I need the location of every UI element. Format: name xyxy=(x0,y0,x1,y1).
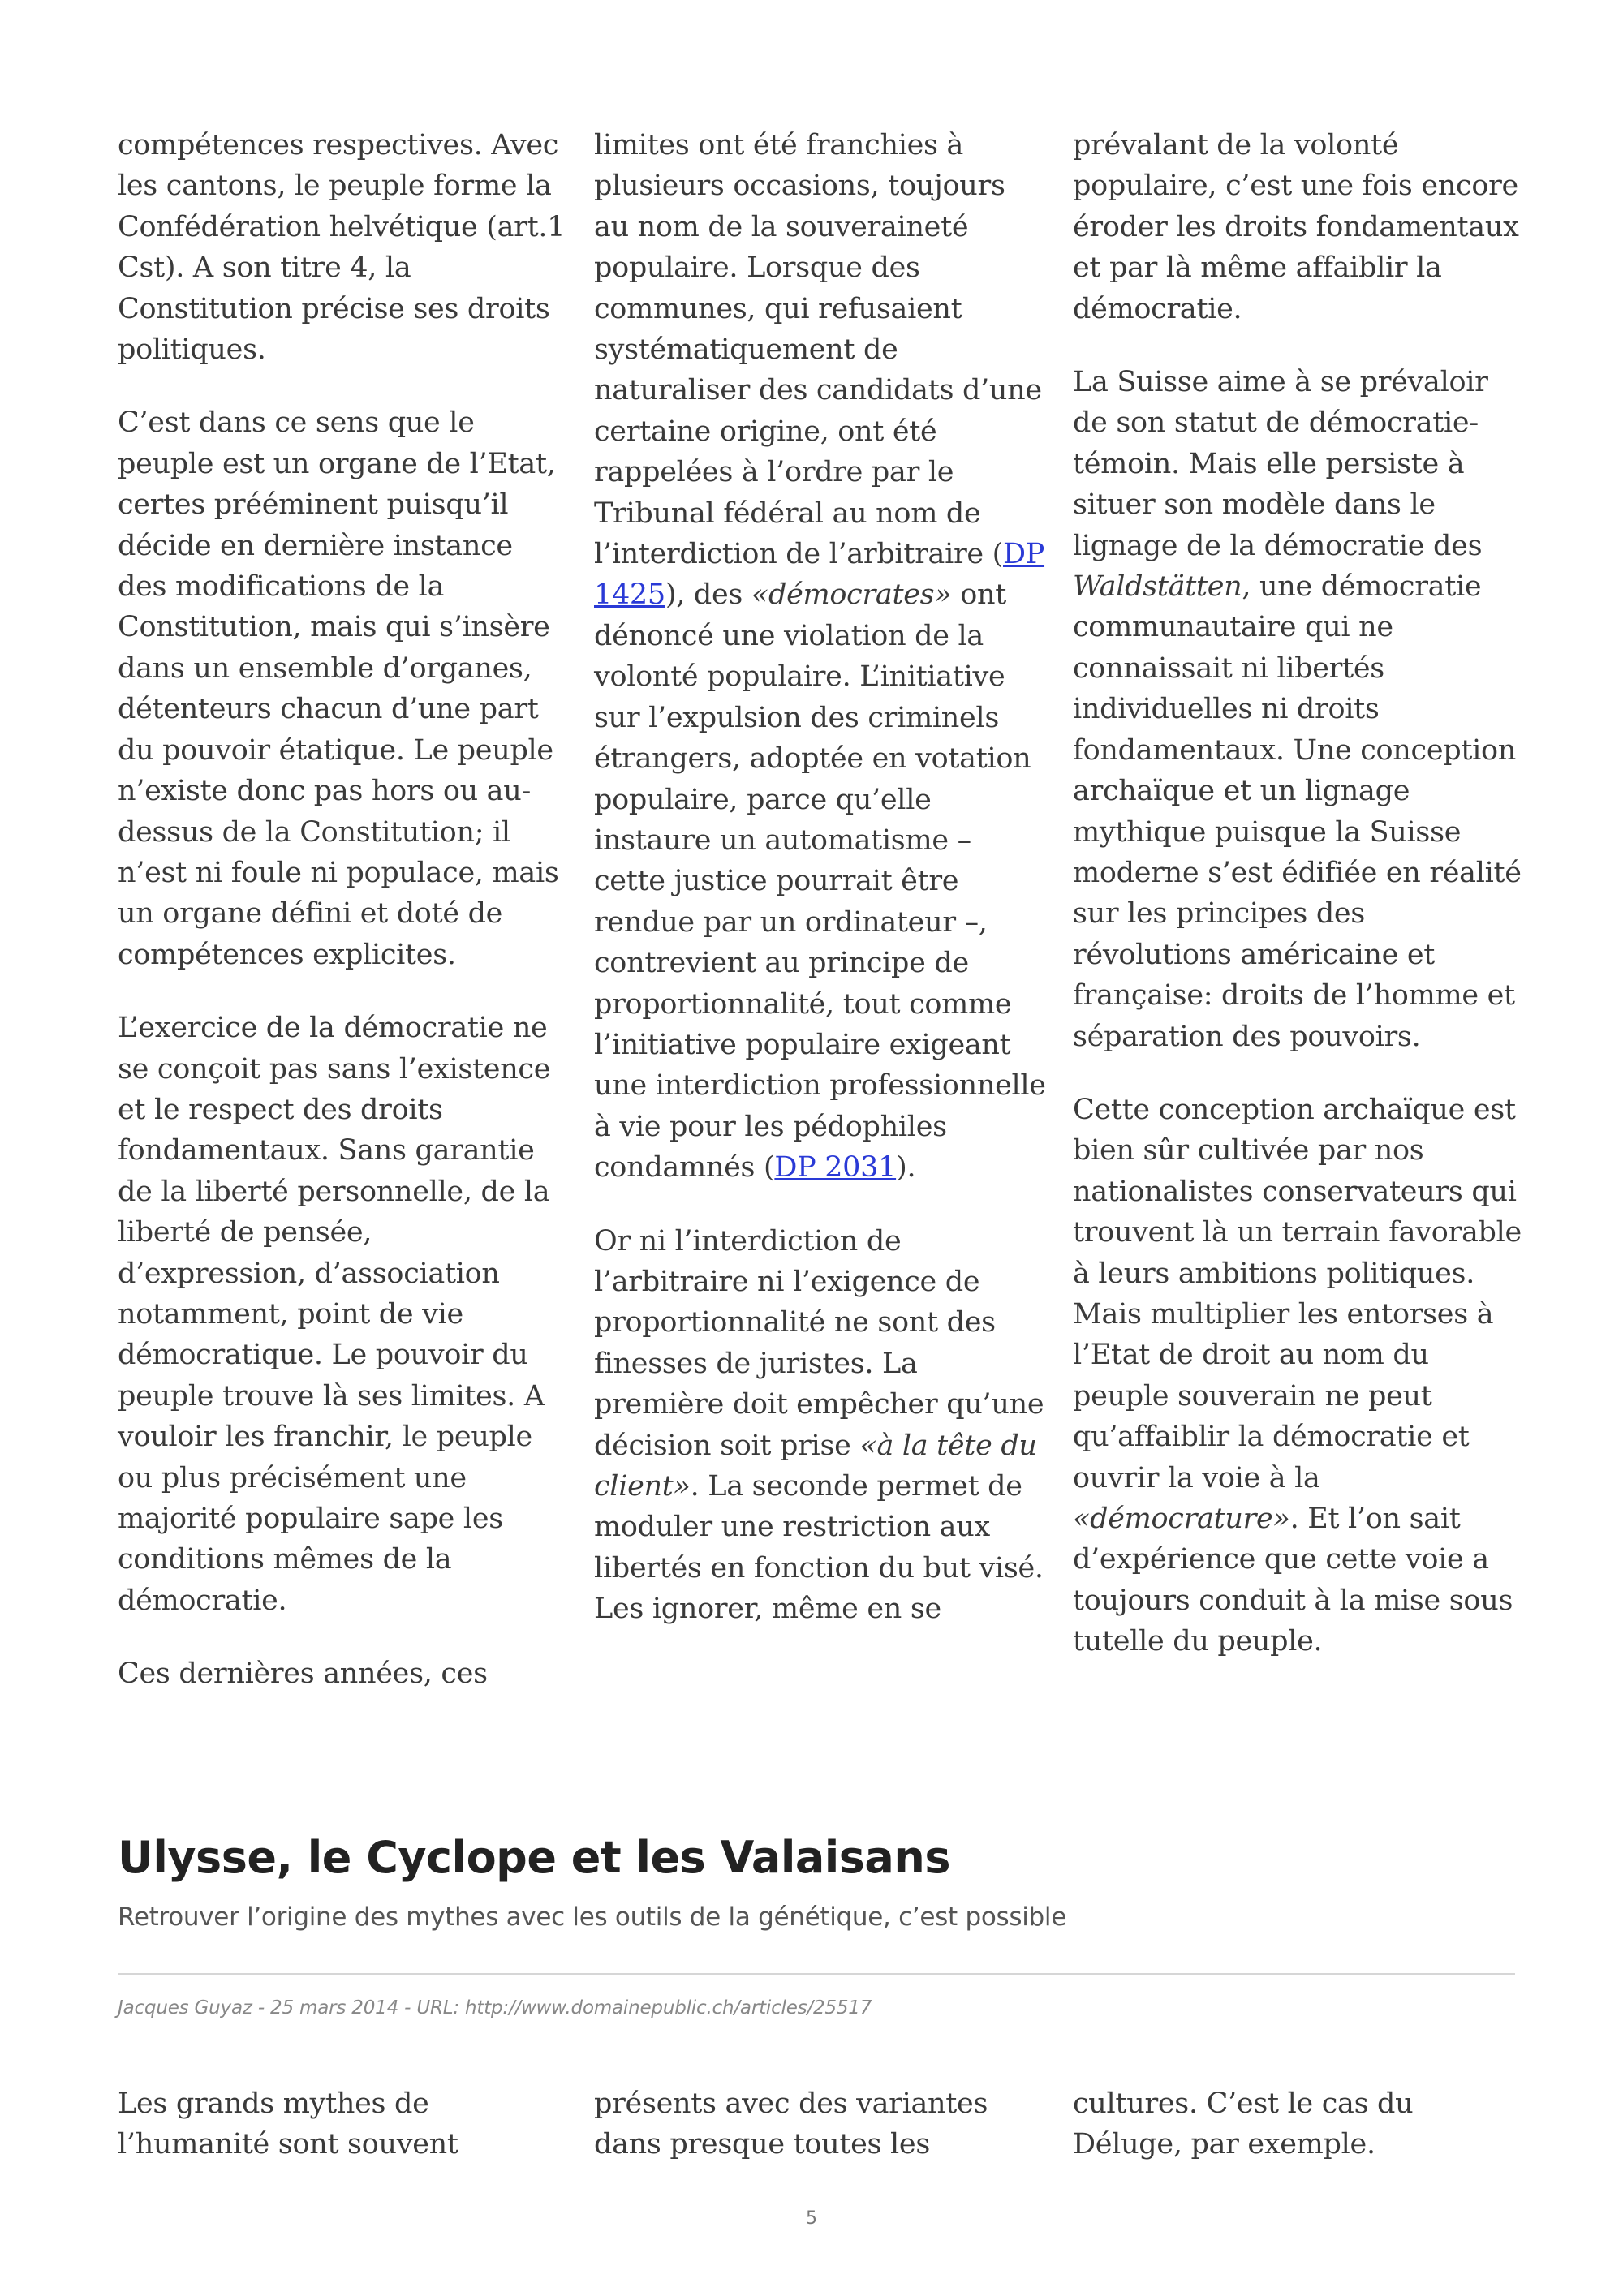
paragraph xyxy=(1073,1090,1523,1662)
paragraph: Ces dernières années, ces xyxy=(118,1658,488,1691)
article-subtitle: Retrouver l’origine des mythes avec les outils de la génétique, c’est possible xyxy=(118,1903,1066,1932)
paragraph xyxy=(1073,362,1523,1057)
dp-2031-link[interactable]: DP 2031 xyxy=(774,1151,897,1185)
text-span: ). xyxy=(896,1151,916,1185)
paragraph: L’exercice de la démocratie ne se conçoit pas sans l’existence et le respect des droits fondamentaux. Sans garantie de la liberté personnelle, de la liberté de pensée, d’expression, d’association notamment, point de vie démocratique. Le pouvoir du peuple trouve là ses limites. A vouloir les franchir, le peuple ou plus précisément une majorité populaire sape les conditions mêmes de la démocratie. xyxy=(118,1012,551,1617)
text-span: La Suisse aime à se prévaloir de son statut de démocratie-témoin. Mais elle persiste à situer son modèle dans le lignage de la démocratie des xyxy=(1073,366,1488,562)
divider xyxy=(118,1973,1515,1975)
text-span: . Et l’on sait d’expérience que cette voie a toujours conduit à la mise sous tutelle du peuple. xyxy=(1073,1503,1513,1658)
page-number: 5 xyxy=(806,2208,817,2229)
byline: Jacques Guyaz - 25 mars 2014 - URL: http://www.domainepublic.ch/articles/25517 xyxy=(118,1997,872,2019)
paragraph: compétences respectives. Avec les cantons, le peuple forme la Confédération helvétique (art.1 Cst). A son titre 4, la Constitution précise ses droits politiques. xyxy=(118,129,566,367)
text-span: Cette conception archaïque est bien sûr cultivée par nos nationalistes conservateurs qui trouvent là un terrain favorable à leurs ambitions politiques. Mais multiplier les entorses à l’Etat de droit au nom du peuple souverain ne peut qu’affaiblir la démocratie et ouvrir la voie à la xyxy=(1073,1093,1522,1494)
emphasis: «démocrature» xyxy=(1073,1503,1290,1535)
paragraph xyxy=(594,125,1048,1189)
paragraph: prévalant de la volonté populaire, c’est une fois encore éroder les droits fondamentaux et par là même affaiblir la démocratie. xyxy=(1073,129,1519,325)
paragraph: C’est dans ce sens que le peuple est un organe de l’Etat, certes prééminent puisqu’il décide en dernière instance des modifications de la Constitution, mais qui s’insère dans un ensemble d’organes, détenteurs chacun d’une part du pouvoir étatique. Le peuple n’existe donc pas hors ou au-dessus de la Constitution; il n’est ni foule ni populace, mais un organe défini et doté de compétences explicites. xyxy=(118,406,559,971)
emphasis: Waldstätten xyxy=(1073,570,1242,604)
text-span: ), des xyxy=(665,578,751,612)
article-title: Ulysse, le Cyclope et les Valaisans xyxy=(118,1832,950,1883)
text-column-2 xyxy=(594,125,1048,1662)
text-span: Or ni l’interdiction de l’arbitraire ni l’exigence de proportionnalité ne sont des finesses de juristes. La première doit empêcher qu’une décision soit prise xyxy=(594,1224,1044,1462)
text-span: , une démocratie communautaire qui ne connaissait ni libertés individuelles ni droits fondamentaux. Une conception archaïque et un lignage mythique puisque la Suisse moderne s’est édifiée en réalité sur les principes des révolutions américaine et française: droits de l’homme et séparation des pouvoirs. xyxy=(1073,570,1522,1053)
text-span: ont dénoncé une violation de la volonté populaire. L’initiative sur l’expulsion des criminels étrangers, adoptée en votation populaire, parce qu’elle instaure un automatisme – cette justice pourrait être rendue par un ordinateur –, contrevient au principe de proportionnalité, tout comme l’initiative populaire exigeant une interdiction professionnelle à vie pour les pédophiles condamnés ( xyxy=(594,578,1046,1185)
emphasis: «démocrates» xyxy=(751,578,952,612)
text-column-1 xyxy=(118,125,568,1727)
article-column-1: Les grands mythes de l’humanité sont souvent xyxy=(118,2087,458,2161)
emphasis: «à la tête du client» xyxy=(594,1429,1037,1503)
paragraph xyxy=(594,1221,1048,1630)
text-span: . La seconde permet de moduler une restriction aux libertés en fonction du but visé. Les ignorer, même en se xyxy=(594,1470,1044,1626)
text-column-3 xyxy=(1073,125,1523,1695)
article-column-3: cultures. C’est le cas du Déluge, par exemple. xyxy=(1073,2087,1414,2161)
text-span: limites ont été franchies à plusieurs occasions, toujours au nom de la souveraineté populaire. Lorsque des communes, qui refusaient systématiquement de naturaliser des candidats d’une certaine origine, ont été rappelées à l’ordre par le Tribunal fédéral au nom de l’interdiction de l’arbitraire ( xyxy=(594,129,1042,571)
article-column-2: présents avec des variantes dans presque toutes les xyxy=(594,2087,988,2161)
dp-1425-link[interactable]: DP 1425 xyxy=(594,538,1045,612)
